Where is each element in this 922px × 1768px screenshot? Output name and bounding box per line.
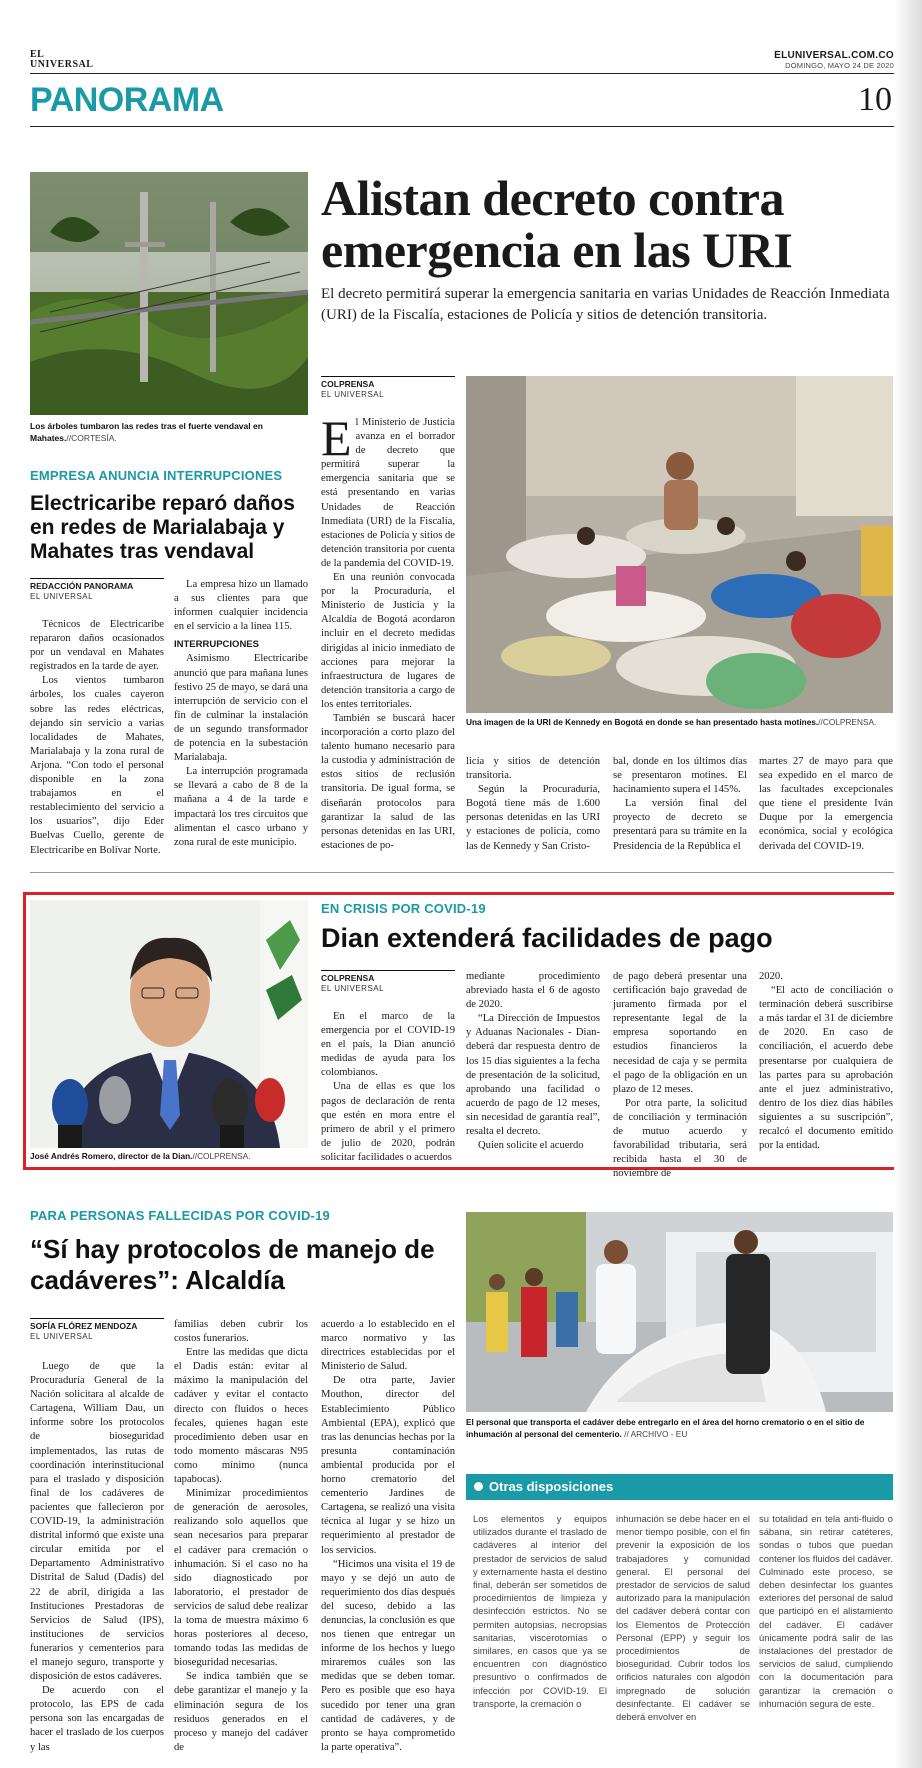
paragraph: Los vientos tumbaron árboles, los cuales cayeron sobre las redes eléctricas, dejando sin servicio a varias localidades de Mahates, Marialabaja y la zona rural de Arjona. “Con todo el personal disponible en la zona trabajamos en el restablecimiento del servicio a los usuarios”, dijo Eder Buelvas Cuello, gerente de Electricaribe en Bolívar Norte. <box>30 675 164 856</box>
paragraph: familias deben cubrir los costos funerarios. <box>174 1319 308 1345</box>
caption-text: Una imagen de la URI de Kennedy en Bogotá en donde se han presentado hasta motines. <box>466 717 819 727</box>
masthead-site <box>774 50 894 70</box>
logo-line1: EL <box>30 49 45 60</box>
paragraph: Por otra parte, la solicitud de conciliación y terminación de mutuo acuerdo y favorabilidad tributaria, será recibida hasta el 30 de noviembre de <box>613 1097 747 1180</box>
vendaval-photo-caption <box>30 420 308 444</box>
paragraph: licía y sitios de detención transitoria. <box>466 756 600 782</box>
paragraph: bal, donde en los últimos días se presentaron motines. El hacinamiento supera el 145%. <box>613 756 747 796</box>
paragraph: “Hicimos una visita el 19 de mayo y se dejó un auto de requerimiento dos días después del suceso, debido a las denuncias, la conclusión es que nos tienen que entregar un informe de los hechos y luego miraremos cuáles son las medidas que se deben tomar. Pero es posible que eso haya sucedido por tener una gran cantidad de cadáveres, y de pronto se haya comprometido la parte operativa”. <box>321 1558 455 1753</box>
dian-kicker: EN CRISIS POR COVID-19 <box>321 901 486 916</box>
caption-credit: //CORTESÍA. <box>66 433 117 443</box>
byline-org: EL UNIVERSAL <box>30 592 94 601</box>
electricaribe-column-2 <box>174 578 308 850</box>
protocolos-column-2 <box>174 1318 308 1753</box>
paragraph: Entre las medidas que dicta el Dadis están: evitar al máximo la manipulación del cadáver y evitar el contacto directo con fluidos o heces fecales, quienes hagan este procedimiento deben usar en todo momento máscaras N95 como mínimo (nunca tapabocas). <box>174 1347 308 1486</box>
paragraph: En una reunión convocada por la Procuraduría, el Ministerio de Justicia y la Alcaldía de Bogotá acordaron incluir en el decreto medidas dirigidas al inicio inmediato de acciones para mejorar la infraestructura de lugares de detención transitoria a cargo de los entes territoriales. <box>321 572 455 710</box>
paragraph: acuerdo a lo establecido en el marco normativo y las directrices establecidas por el Ministerio de Salud. <box>321 1319 455 1373</box>
masthead-rule <box>30 73 894 74</box>
sidebar-column-2: inhumación se debe hacer en el menor tiempo posible, con el fin prevenir la exposición de los trabajadores y comunidad general. El personal del prestador de servicios de salud autorizado para la manipulación del cadáver deberá contar con los Elementos de Protección Personal (EPP) y seguir los procedimientos de bioseguridad. Cubrir todos los orificios naturales con algodón impregnado de solución desinfectante. El cadáver se deberá envolver en <box>616 1513 750 1723</box>
dian-headline: Dian extenderá facilidades de pago <box>321 923 773 953</box>
section-rule <box>30 126 894 127</box>
paragraph: mediante procedimiento abreviado hasta el 6 de agosto de 2020. <box>466 971 600 1011</box>
byline-org: EL UNIVERSAL <box>321 984 385 993</box>
electricaribe-kicker: EMPRESA ANUNCIA INTERRUPCIONES <box>30 468 283 483</box>
byline-org: EL UNIVERSAL <box>321 390 385 399</box>
uri-column-1 <box>321 410 455 851</box>
paragraph: La interrupción programada se llevará a cabo de 8 de la mañana a 4 de la tarde e impactará los tres circuitos que alimentan el casco urbano y zona rural de este municipio. <box>174 766 308 848</box>
uri-photo <box>466 376 893 713</box>
dian-column-1 <box>321 1010 455 1163</box>
paragraph: 2020. <box>759 971 783 982</box>
uri-column-4 <box>759 755 893 850</box>
sidebar-column-3: su totalidad en tela anti-fluido o sábana, sin retirar catéteres, sondas o tubos que puedan contener los fluidos del cadáver. Culminado este proceso, se deben desinfectar los guantes exteriores del personal de salud que participó en el alistamiento del cadáver. El cadáver únicamente podrá salir de las instalaciones del prestador de servicios de salud, cumpliendo con la documentación para garantizar la cremación o inhumación segura de este. <box>759 1513 893 1709</box>
paragraph: Luego de que la Procuraduría General de la Nación solicitara al alcalde de Cartagena, William Dau, un informe sobre los protocolos de bioseguridad implementados, las rutas de coordinación interinstitucional para el traslado y disposición final de los cadáveres de pacientes que fallecieron por COVID-19, la administración distrital informó que existe una circular emitida por el Departamento Administrativo Distrital de Salud (Dadis) del 22 de abril, dirigida a las Instituciones Prestadoras de Servicios de Salud (IPS), instituciones de servicios funerarios y cementerios para el manejo seguro, transporte y disposición de estos cadáveres. <box>30 1361 164 1683</box>
paragraph: En el marco de la emergencia por el COVID-19 en el país, la Dian anunció medidas de ayuda para los colombianos. <box>321 1011 455 1079</box>
section-title: PANORAMA <box>30 81 224 119</box>
paragraph: Minimizar procedimientos de generación de aerosoles, realizando solo aquellos que sean necesarios para preparar el cadáver para cremación o inhumación. Si el caso no ha sido diagnosticado por laboratorio, el prestador de servicios de salud debe realizar la toma de muestra máximo 6 horas posteriores al deceso, tomando todas las medidas de bioseguridad necesarias. <box>174 1488 308 1669</box>
byline-name: REDACCIÓN PANORAMA <box>30 581 134 591</box>
dian-column-3 <box>613 970 747 1180</box>
electricaribe-column-1 <box>30 618 164 856</box>
dropcap: E <box>321 410 352 466</box>
uri-headline: Alistan decreto contra emergencia en las URI <box>321 170 793 278</box>
uri-photo-caption <box>466 716 893 728</box>
caption-credit: // ARCHIVO - EU <box>624 1429 688 1439</box>
paragraph: Una de ellas es que los pagos de declaración de renta que estén en mora entre el primero de abril y el primero de julio de 2020, podrán solicitar facilidades o acuerdos <box>321 1081 455 1163</box>
caption-credit: //COLPRENSA. <box>818 717 877 727</box>
byline-name: COLPRENSA <box>321 379 375 389</box>
dian-column-2 <box>466 970 600 1160</box>
protocolos-kicker: PARA PERSONAS FALLECIDAS POR COVID-19 <box>30 1208 330 1223</box>
protocolos-byline <box>30 1318 164 1342</box>
electricaribe-byline <box>30 578 164 602</box>
paragraph: “El acto de conciliación o terminación deberá suscribirse a más tardar el 31 de diciembre de 2020. En caso de conciliación, el acuerdo debe presentarse por cualquiera de las partes para su aprobación ante el juez administrativo, dentro de los diez días hábiles siguientes a su suscripción”, recalcó el documento emitido por la entidad. <box>759 985 893 1152</box>
caption-text: José Andrés Romero, director de la Dian. <box>30 1151 193 1161</box>
uri-column-3 <box>613 755 747 850</box>
dian-byline <box>321 970 455 994</box>
paragraph: Se indica también que se debe garantizar el manejo y la eliminación segura de los residuos generados en el proceso y manejo del cadáver de <box>174 1671 308 1753</box>
caption-text: Los árboles tumbaron las redes tras el fuerte vendaval en Mahates. <box>30 421 263 443</box>
sidebar-column-1: Los elementos y equipos utilizados durante el traslado de cadáveres al interior del prestador de servicios de salud y externamente hasta el destino final, deberán ser sometidos de procedimientos de limpieza y desinfección estrictos. No se permiten autopsias, necropsias sanitarias, viscerotomías o similares, en casos que ya se encuentren con diagnóstico presuntivo o confirmados de infección por COVID-19. El transporte, la cremación o <box>473 1513 607 1709</box>
byline-name: COLPRENSA <box>321 973 375 983</box>
page-edge-shadow <box>894 0 922 1768</box>
electricaribe-headline: Electricaribe reparó daños en redes de Marialabaja y Mahates tras vendaval <box>30 492 295 563</box>
masthead-logo <box>30 50 93 70</box>
paragraph: La versión final del proyecto de decreto se presentará para su trámite en la Presidencia de la República el <box>613 798 747 852</box>
uri-byline <box>321 376 455 400</box>
uri-column-2 <box>466 755 600 850</box>
paragraph: Quien solicite el acuerdo <box>478 1140 584 1152</box>
sidebar-title: Otras disposiciones <box>489 1479 614 1494</box>
paragraph: Técnicos de Electricaribe repararon daños ocasionados por un vendaval en Mahates registrados en la tarde de ayer. <box>30 619 164 673</box>
paragraph: Asimismo Electricaribe anunció que para mañana lunes festivo 25 de mayo, se dará una interrupción de servicio con el fin de culminar la instalación de un segundo transformador de potencia en la subestación Marialabaja. <box>174 653 308 764</box>
paragraph: l Ministerio de Justicia avanza en el borrador de decreto que permitirá superar la emergencia sanitaria que se está presentando en varias Unidades de Reacción Inmediata (URI) de la Fiscalía, estaciones de Policía y sitios de detención transitoria por cuenta de la pandemia del COVID-19. <box>321 417 455 569</box>
page-number: 10 <box>858 81 892 118</box>
paragraph: De acuerdo con el protocolo, las EPS de cada persona son las encargadas de hacer el traslado de los cuerpos y las <box>30 1685 164 1753</box>
paragraph: martes 27 de mayo para que sea expedido en el marco de las facultades excepcionales que tiene el presidente Iván Duque por la emergencia económica, social y ecológica derivada del COVID-19. <box>759 756 893 852</box>
protocolos-column-3 <box>321 1318 455 1753</box>
dian-column-4 <box>759 970 893 1160</box>
protocolos-column-1 <box>30 1360 164 1753</box>
otras-disposiciones-header <box>466 1474 893 1500</box>
subheading: INTERRUPCIONES <box>174 639 259 651</box>
article-divider <box>30 872 894 873</box>
site-url[interactable]: ELUNIVERSAL.COM.CO <box>774 50 894 61</box>
caption-credit: //COLPRENSA. <box>192 1151 251 1161</box>
bullet-dot-icon <box>474 1482 483 1491</box>
byline-org: EL UNIVERSAL <box>30 1332 94 1341</box>
cadaver-photo-caption <box>466 1416 893 1440</box>
paragraph: “La Dirección de Impuestos y Aduanas Nacionales - Dian- deberá dar respuesta dentro de los 15 días siguientes a la fecha de presentación de la solicitud, aprobando una facilidad o acuerdo de pago de 12 meses, sin necesidad de garantía real”, resalta el decreto. <box>466 1013 600 1138</box>
cadaver-transport-photo <box>466 1212 893 1412</box>
paragraph: De otra parte, Javier Mouthon, director del Establecimiento Público Ambiental (EPA), explicó que tras las denuncias hechas por la presunta contaminación ambiental producida por el horno crematorio del cementerio Jardines de Cartagena, se realizó una visita técnica al lugar y se hizo un requerimiento al prestador de los servicios. <box>321 1375 455 1556</box>
paragraph: La empresa hizo un llamado a sus clientes para que informen cualquier incidencia en el servicio a la línea 115. <box>174 579 308 633</box>
paragraph: También se buscará hacer incorporación a corto plazo del talento humano necesario para la custodia y administración de estos sitios de reclusión transitoria. De igual forma, se diseñarán protocolos para garantizar la salud de las personas detenidas en las URI, estaciones de po- <box>321 712 455 851</box>
dian-director-photo <box>30 900 308 1148</box>
protocolos-headline: “Sí hay protocolos de manejo de cadáveres”: Alcaldía <box>30 1234 435 1295</box>
paragraph: Según la Procuraduría, Bogotá tiene más de 1.600 personas detenidas en las URI y estaciones de policía, como las de Kennedy y San Cristo- <box>466 784 600 852</box>
paragraph: de pago deberá presentar una certificación bajo gravedad de juramento firmada por el representante legal de la empresa soportando en estudios financieros la necesidad de caja y se permita el pago de la obligación en un plazo de 12 meses. <box>613 971 747 1095</box>
uri-dek: El decreto permitirá superar la emergencia sanitaria en varias Unidades de Reacción Inmediata (URI) de la Fiscalía, estaciones de Policía y sitios de detención transitoria. <box>321 286 890 323</box>
issue-date: DOMINGO, MAYO 24 DE 2020 <box>785 61 894 70</box>
vendaval-photo <box>30 172 308 415</box>
dian-photo-caption <box>30 1150 308 1162</box>
byline-name: SOFÍA FLÓREZ MENDOZA <box>30 1321 138 1331</box>
logo-line2: UNIVERSAL <box>30 59 94 70</box>
caption-text: El personal que transporta el cadáver debe entregarlo en el área del horno crematorio o en el sitio de inhumación al personal del cementerio. <box>466 1417 865 1439</box>
